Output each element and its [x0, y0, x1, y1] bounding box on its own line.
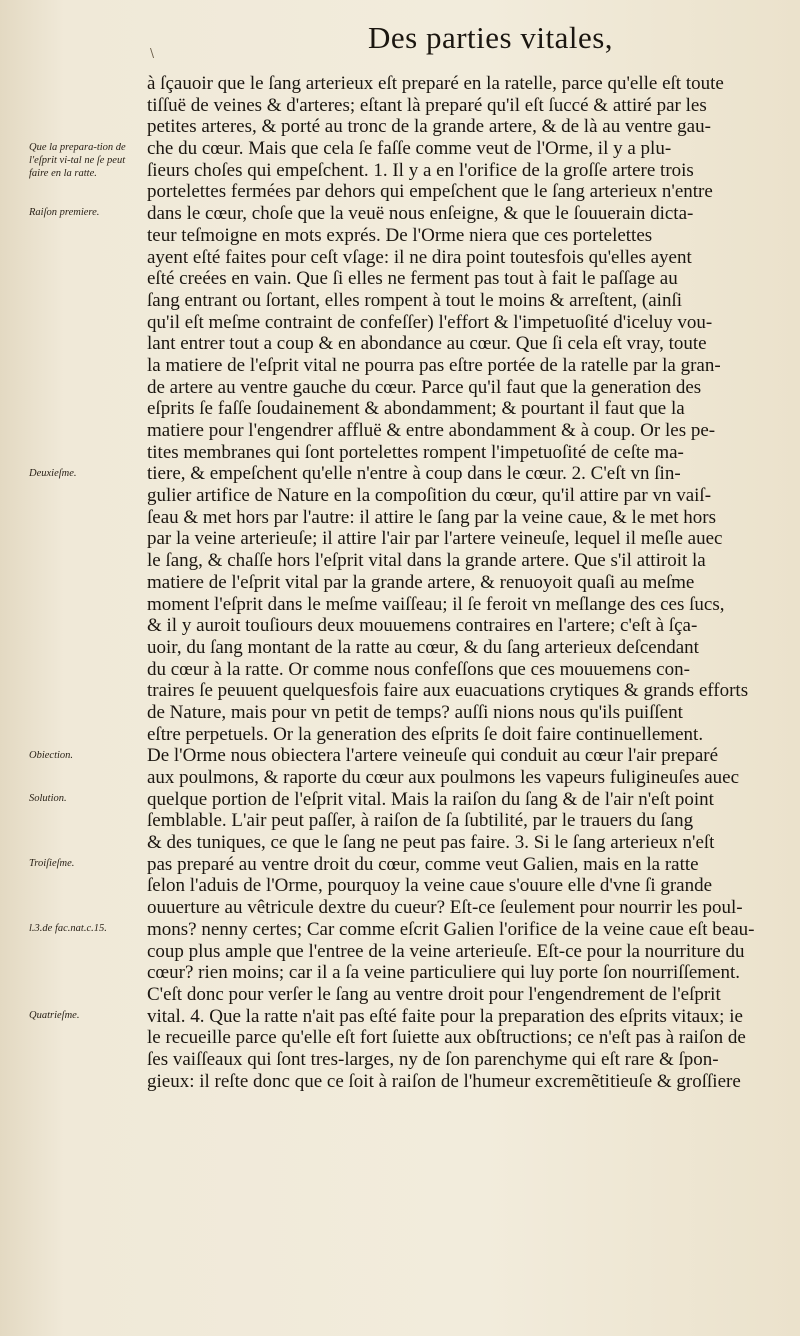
- text-line: qu'il eſt meſme contraint de confeſſer) l'effort & l'impetuoſité d'iceluy vou-: [147, 311, 713, 333]
- margin-note: Quatrieſme.: [29, 1010, 80, 1022]
- text-line: matiere de l'eſprit vital par la grande artere, & renuoyoit quaſi au meſme: [147, 571, 695, 593]
- text-line: gieux: il reſte donc que ce ſoit à raiſon de l'humeur excremẽtitieuſe & groſſiere: [147, 1070, 741, 1092]
- text-line: de artere au ventre gauche du cœur. Parce qu'il faut que la generation des: [147, 376, 702, 398]
- text-line: ſes vaiſſeaux qui ſont tres-larges, ny de ſon parenchyme qui eſt rare & ſpon-: [147, 1048, 719, 1070]
- text-line: tiere, & empeſchent qu'elle n'entre à coup dans le cœur. 2. C'eſt vn ſin-: [147, 463, 681, 485]
- text-line: ſang entrant ou ſortant, elles rompent à tout le moins & arreſtent, (ainſi: [147, 289, 683, 311]
- text-line: ouuerture au vêtricule dextre du cueur? Eſt-ce ſeulement pour nourrir les poul-: [147, 897, 743, 919]
- text-line: & des tuniques, ce que le ſang ne peut pas faire. 3. Si le ſang arterieux n'eſt: [147, 832, 715, 854]
- body-text: [147, 73, 792, 1092]
- text-line: du cœur à la ratte. Or comme nous confeſſons que ces mouuemens con-: [147, 658, 690, 680]
- text-line: de Nature, mais pour vn petit de temps? auſſi nions nous qu'ils puiſſent: [147, 701, 683, 723]
- text-line: pas preparé au ventre droit du cœur, comme veut Galien, mais en la ratte: [147, 853, 699, 875]
- text-line: eſté creées en vain. Que ſi elles ne ferment pas tout à fait le paſſage au: [147, 268, 678, 290]
- text-line: dans le cœur, choſe que la veuë nous enſeigne, & que le ſouuerain dicta-: [147, 203, 694, 225]
- text-line: petites arteres, & porté au tronc de la grande artere, & de là au ventre gau-: [147, 116, 711, 138]
- text-line: quelque portion de l'eſprit vital. Mais la raiſon du ſang & de l'air n'eſt point: [147, 788, 714, 810]
- running-head: Des parties vitales,: [368, 20, 614, 55]
- text-line: eſprits ſe faſſe ſoudainement & abondamment; & pourtant il faut que la: [147, 398, 685, 420]
- text-line: ayent eſté faites pour ceſt vſage: il ne dira point toutesfois qu'elles ayent: [147, 246, 692, 268]
- text-line: che du cœur. Mais que cela ſe faſſe comme veut de l'Orme, il y a plu-: [147, 138, 672, 160]
- page-mark-icon: \: [150, 46, 155, 60]
- text-line: moment l'eſprit dans le meſme vaiſſeau; il ſe feroit vn meſlange des ces ſucs,: [147, 593, 725, 615]
- text-line: lant entrer tout a coup & en abondance au cœur. Que ſi cela eſt vray, toute: [147, 333, 707, 355]
- text-line: aux poulmons, & raporte du cœur aux poulmons les vapeurs fuligineuſes auec: [147, 767, 740, 788]
- text-line: vital. 4. Que la ratte n'ait pas eſté faite pour la preparation des eſprits vitaux; ie: [147, 1005, 743, 1027]
- text-line: & il y auroit touſiours deux mouuemens contraires en l'artere; c'eſt à ſça-: [147, 615, 698, 637]
- text-line: teur teſmoigne en mots exprés. De l'Orme niera que ces portelettes: [147, 224, 653, 246]
- margin-note: l.3.de fac.nat.c.15.: [29, 923, 107, 935]
- text-line: eſtre perpetuels. Or la generation des eſprits ſe doit faire continuellement.: [147, 723, 704, 745]
- text-line: par la veine arterieuſe; il attire l'air par l'artere veineuſe, lequel il meſle auec: [147, 528, 723, 550]
- text-line: ſelon l'aduis de l'Orme, pourquoy la veine caue s'ouure elle d'vne ſi grande: [147, 875, 713, 897]
- text-line: C'eſt donc pour verſer le ſang au ventre droit pour l'engendrement de l'eſprit: [147, 983, 721, 1005]
- text-line: matiere pour l'engendrer affluë & entre abondamment & à coup. Or les pe-: [147, 420, 716, 441]
- margin-note: Que la prepara-tion de l'eſprit vi-tal ne ſe peut faire en la ratte.: [29, 142, 126, 180]
- text-line: tiſſuë de veines & d'arteres; eſtant là preparé qu'il eſt ſuccé & attiré par les: [147, 94, 707, 116]
- text-line: la matiere de l'eſprit vital ne pourra pas eſtre portée de la ratelle par la gran-: [147, 354, 721, 376]
- text-line: gulier artifice de Nature en la compoſition du cœur, qu'il attire par vn vaiſ-: [147, 485, 712, 507]
- text-line: mons? nenny certes; Car comme eſcrit Galien l'orifice de la veine caue eſt beau-: [147, 918, 755, 940]
- text-line: uoir, du ſang montant de la ratte au cœur, & du ſang arterieux deſcendant: [147, 636, 699, 658]
- margin-note: Solution.: [29, 793, 67, 805]
- text-line: coup plus ample que l'entree de la veine arterieuſe. Eſt-ce pour la nourriture du: [147, 940, 745, 962]
- margin-note: Troiſieſme.: [29, 858, 75, 870]
- text-line: portelettes fermées par dehors qui empeſchent que le ſang arterieux n'entre: [147, 181, 713, 203]
- text-line: De l'Orme nous obiectera l'artere veineuſe qui conduit au cœur l'air preparé: [147, 745, 719, 767]
- text-line: ſieurs choſes qui empeſchent. 1. Il y a en l'orifice de la groſſe artere trois: [147, 159, 694, 181]
- text-line: ſemblable. L'air peut paſſer, à raiſon de ſa ſubtilité, par le trauers du ſang: [147, 810, 694, 832]
- text-line: cœur? rien moins; car il a ſa veine particuliere qui luy porte ſon nourriſſement.: [147, 962, 741, 984]
- text-line: le recueille parce qu'elle eſt fort ſuiette aux obſtructions; ce n'eſt pas à raiſon de: [147, 1027, 746, 1049]
- margin-note: Deuxieſme.: [29, 467, 77, 479]
- text-line: ſeau & met hors par l'autre: il attire le ſang par la veine caue, & le met hors: [147, 506, 716, 528]
- text-line: à ſçauoir que le ſang arterieux eſt preparé en la ratelle, parce qu'elle eſt toute: [147, 73, 724, 94]
- text-line: tites membranes qui ſont portelettes rompent l'impetuoſité de ceſte ma-: [147, 441, 684, 463]
- margin-note: Obiection.: [29, 749, 74, 761]
- text-line: le ſang, & chaſſe hors l'eſprit vital dans la grande artere. Que s'il attiroit la: [147, 550, 706, 572]
- text-line: traires ſe peuuent quelquesfois faire aux euacuations crytiques & grands efforts: [147, 680, 749, 702]
- margin-note: Raiſon premiere.: [29, 207, 100, 219]
